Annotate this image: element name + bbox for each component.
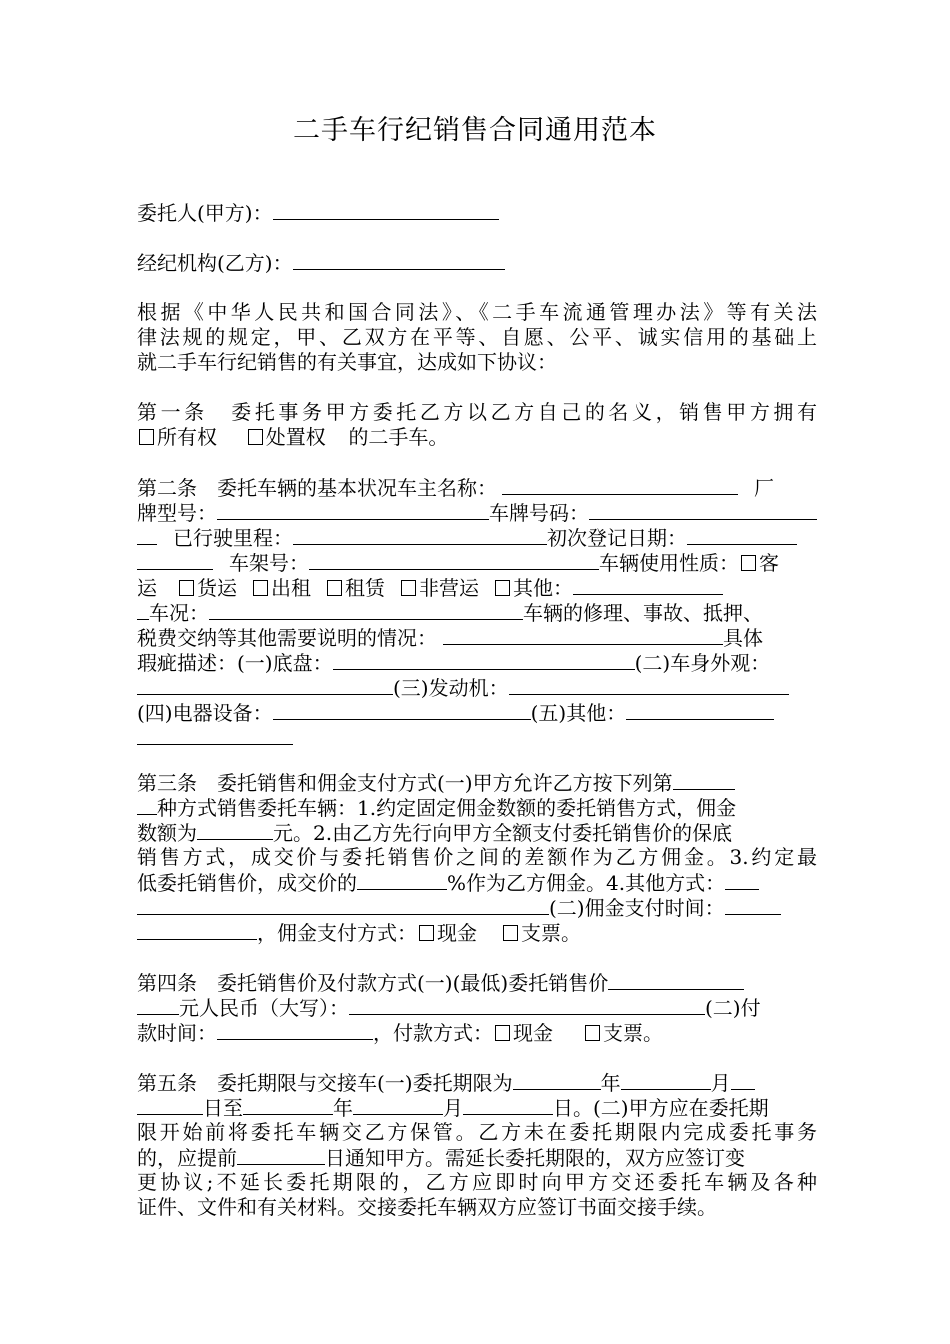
disposal-label: 处置权 [265,425,326,449]
start-year-blank[interactable] [513,1070,601,1090]
notice-days-blank[interactable] [237,1145,325,1165]
electrical-blank[interactable] [273,700,531,720]
end-day-blank[interactable] [463,1095,553,1115]
first-reg-label: 初次登记日期： [547,526,687,550]
art4-text: 第四条 委托销售价及付款方式(一)(最低)委托销售价 [137,971,609,995]
art2-text: 具体 [723,626,763,650]
commission-percent-blank[interactable] [357,870,447,890]
article-4 [137,970,817,1045]
article-1 [137,400,817,450]
body-blank[interactable] [137,675,393,695]
preamble-line: 律法规的规定，甲、乙双方在平等、自愿、公平、诚实信用的基础上 [137,325,817,349]
body-label: (二)车身外观： [634,651,771,675]
chassis-label: 瑕疵描述：(一)底盘： [137,651,333,675]
article-1-tail: 的二手车。 [348,425,449,449]
start-month-blank[interactable] [621,1070,711,1090]
mileage-blank[interactable] [293,525,547,545]
end-month-blank[interactable] [353,1095,443,1115]
check-label: 支票。 [521,921,581,945]
art4-text: 元人民币（大写）： [179,996,349,1020]
price-in-words-blank[interactable] [349,995,705,1015]
checkbox-non-operating[interactable] [401,580,416,596]
cash-label: 现金 [437,921,477,945]
checkbox-ownership[interactable] [139,429,154,445]
month-label: 月 [443,1096,463,1120]
art2-owner-label: 第二条 委托车辆的基本状况车主名称： [137,476,497,500]
method-number-blank[interactable] [673,770,735,790]
art5-text: 限开始前将委托车辆交乙方保管。乙方未在委托期限内完成委托事务 [137,1120,817,1144]
payment-time-blank-cont[interactable] [137,920,257,940]
art5-text: 日通知甲方。需延长委托期限的，双方应签订变 [325,1146,745,1170]
other-label: 其他： [513,576,573,600]
party-a-label: 委托人(甲方)： [137,201,273,225]
condition-blank[interactable] [209,600,523,620]
other-usage-blank[interactable] [573,575,723,595]
commission-amount-blank[interactable] [197,820,273,840]
year-label: 年 [333,1096,353,1120]
art5-text: 日。(二)甲方应在委托期 [553,1096,769,1120]
start-day-blank-cont[interactable] [137,1095,203,1115]
art4-text: (二)付 [705,996,761,1020]
payment-time-blank[interactable] [725,895,781,915]
taxi-label: 出租 [271,576,311,600]
art2-text: 厂 [754,476,774,500]
art4-payment-label: ，付款方式： [373,1021,493,1045]
art3-text: 数额为 [137,821,197,845]
condition-label: 车况： [149,601,209,625]
checkbox-freight[interactable] [179,580,194,596]
check-label: 支票。 [603,1021,663,1045]
art2-text: 车辆的修理、事故、抵押、 [523,601,763,625]
plate-blank-cont[interactable] [137,525,157,545]
art3-text: 销售方式，成交价与委托销售价之间的差额作为乙方佣金。3.约定最 [137,845,817,869]
checkbox-other[interactable] [495,580,510,596]
freight-label: 货运 [197,576,237,600]
year-label: 年 [600,1071,621,1095]
party-b-blank[interactable] [293,250,505,270]
electrical-label: (四)电器设备： [137,701,273,725]
art3-text: %作为乙方佣金。4.其他方式： [447,871,726,895]
preamble-line: 根据《中华人民共和国合同法》、《二手车流通管理办法》等有关法 [137,300,817,324]
art2-text: 运 [137,576,157,600]
other-method-blank-cont[interactable] [137,895,549,915]
art3-text: 低委托销售价，成交价的 [137,871,357,895]
mileage-label: 已行驶里程： [173,526,293,550]
other-usage-blank-cont[interactable] [137,600,149,620]
art3-text: 第三条 委托销售和佣金支付方式(一)甲方允许乙方按下列第 [137,771,673,795]
payment-date-label: 款时间： [137,1021,217,1045]
art5-text: 更协议;不延长委托期限的，乙方应即时向甲方交还委托车辆及各种 [137,1170,817,1194]
usage-label: 车辆使用性质： [599,551,739,575]
cash-label: 现金 [513,1021,553,1045]
party-b-label: 经纪机构(乙方)： [137,251,293,275]
vin-blank[interactable] [309,550,599,570]
sale-price-blank-cont[interactable] [137,995,179,1015]
payment-date-blank[interactable] [217,1020,373,1040]
lease-label: 租赁 [345,576,385,600]
checkbox-cash[interactable] [419,925,434,941]
art5-text: 第五条 委托期限与交接车(一)委托期限为 [137,1071,513,1095]
end-year-blank[interactable] [243,1095,333,1115]
month-label: 月 [710,1071,731,1095]
payment-method-label: ，佣金支付方式： [257,921,417,945]
art3-text: 种方式销售委托车辆：1.约定固定佣金数额的委托销售方式，佣金 [157,796,737,820]
article-3 [137,770,817,945]
preamble [137,300,817,375]
article-2 [137,475,817,750]
checkbox-check[interactable] [503,925,518,941]
brand-model-blank[interactable] [217,500,489,520]
article-1-line: 第一条 委托事务甲方委托乙方以乙方自己的名义，销售甲方拥有 [137,400,817,424]
article-5 [137,1070,817,1220]
checkbox-taxi[interactable] [253,580,268,596]
payment-time-label: (二)佣金支付时间： [549,896,725,920]
tax-label: 税费交纳等其他需要说明的情况： [137,626,437,650]
checkbox-check-2[interactable] [585,1025,600,1041]
other-method-blank[interactable] [725,870,759,890]
engine-blank[interactable] [509,675,789,695]
other-items-blank[interactable] [626,700,774,720]
vin-label: 车架号： [229,551,309,575]
brand-model-label: 牌型号： [137,501,217,525]
art3-text: 元。2.由乙方先行向甲方全额支付委托销售价的保底 [273,821,733,845]
checkbox-cash-2[interactable] [495,1025,510,1041]
art5-text: 的，应提前 [137,1146,237,1170]
first-reg-blank[interactable] [687,525,797,545]
art5-text: 证件、文件和有关材料。交接委托车辆双方应签订书面交接手续。 [137,1195,717,1219]
art2-text: 客 [759,551,779,575]
checkbox-disposal[interactable] [248,429,263,445]
checkbox-lease[interactable] [327,580,342,596]
other-items-blank-cont[interactable] [137,725,293,745]
chassis-blank[interactable] [333,650,635,670]
preamble-line: 就二手车行纪销售的有关事宜，达成如下协议： [137,350,557,374]
party-a-blank[interactable] [273,200,499,220]
page-title: 二手车行纪销售合同通用范本 [293,115,657,146]
party-a-line [137,200,817,226]
first-reg-blank-cont[interactable] [137,550,213,570]
other-items-label: (五)其他： [530,701,627,725]
art5-text: 日至 [203,1096,243,1120]
method-number-blank-cont[interactable] [137,795,157,815]
plate-blank[interactable] [589,500,817,520]
engine-label: (三)发动机： [393,676,509,700]
plate-label: 车牌号码： [489,501,589,525]
checkbox-passenger[interactable] [741,555,756,571]
start-day-blank[interactable] [731,1070,755,1090]
tax-blank[interactable] [443,625,723,645]
ownership-label: 所有权 [157,425,217,449]
non-operating-label: 非营运 [419,576,479,600]
party-b-line [137,250,817,276]
sale-price-blank[interactable] [608,970,744,990]
owner-name-blank[interactable] [502,475,738,495]
